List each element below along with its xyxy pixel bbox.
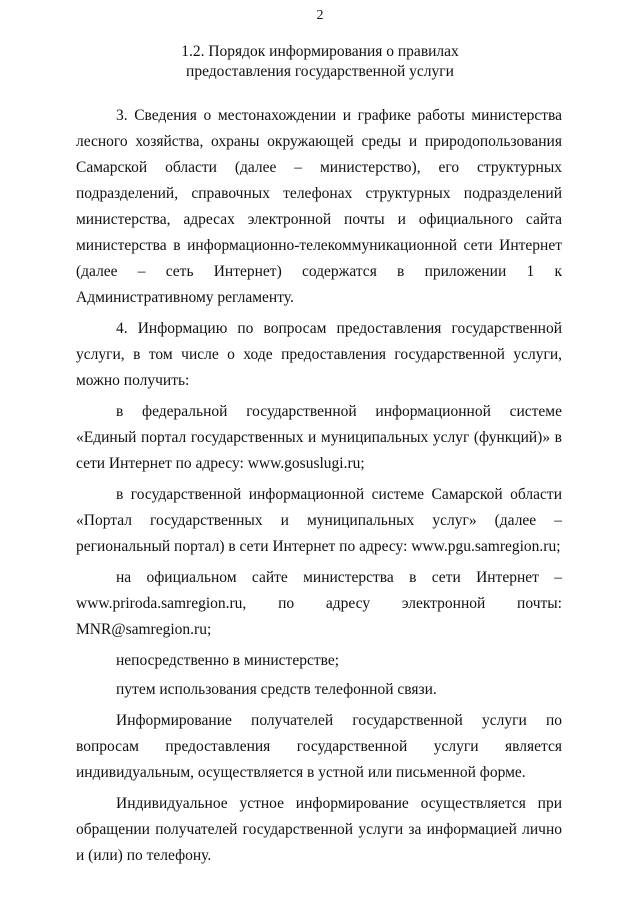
document-body	[76, 103, 562, 874]
section-heading	[60, 42, 580, 82]
paragraph-oral-informing: Индивидуальное устное информирование осуществляется при обращении получателей государственной услуги за информацией лично и (или) по телефону.	[76, 795, 562, 864]
list-item-telephone: путем использования средств телефонной связи.	[116, 681, 437, 698]
paragraph-informing-form: Информирование получателей государственной услуги по вопросам предоставления государственной услуги является индивидуальным, осуществляется в устной или письменной форме.	[76, 712, 562, 781]
paragraph-3-contacts: 3. Сведения о местонахождении и графике работы министерства лесного хозяйства, охраны окружающей среды и природопользования Самарской области (далее – министерство), его структурных подразделений, справочных телефонах структурных подразделений министерства, адресах электронной почты и официального сайта министерства в информационно-телекоммуникационной сети Интернет (далее – сеть Интернет) содержатся в приложении 1 к Административному регламенту.	[76, 107, 562, 306]
list-item-federal-portal: в федеральной государственной информационной системе «Единый портал государственных и муниципальных услуг (функций)» в сети Интернет по адресу: www.gosuslugi.ru;	[76, 403, 562, 472]
page-number: 2	[316, 8, 324, 23]
list-item-in-ministry: непосредственно в министерстве;	[116, 652, 340, 669]
list-item-regional-portal: в государственной информационной системе Самарской области «Портал государственных и муниципальных услуг» (далее – региональный портал) в сети Интернет по адресу: www.pgu.samregion.ru;	[76, 486, 562, 555]
section-title-line-2: предоставления государственной услуги	[186, 63, 454, 80]
section-title-line-1: 1.2. Порядок информирования о правилах	[181, 43, 459, 60]
paragraph-4-information-sources: 4. Информацию по вопросам предоставления государственной услуги, в том числе о ходе предоставления государственной услуги, можно получить:	[76, 320, 562, 389]
list-item-ministry-website: на официальном сайте министерства в сети Интернет – www.priroda.samregion.ru, по адресу электронной почты: MNR@samregion.ru;	[76, 569, 562, 638]
